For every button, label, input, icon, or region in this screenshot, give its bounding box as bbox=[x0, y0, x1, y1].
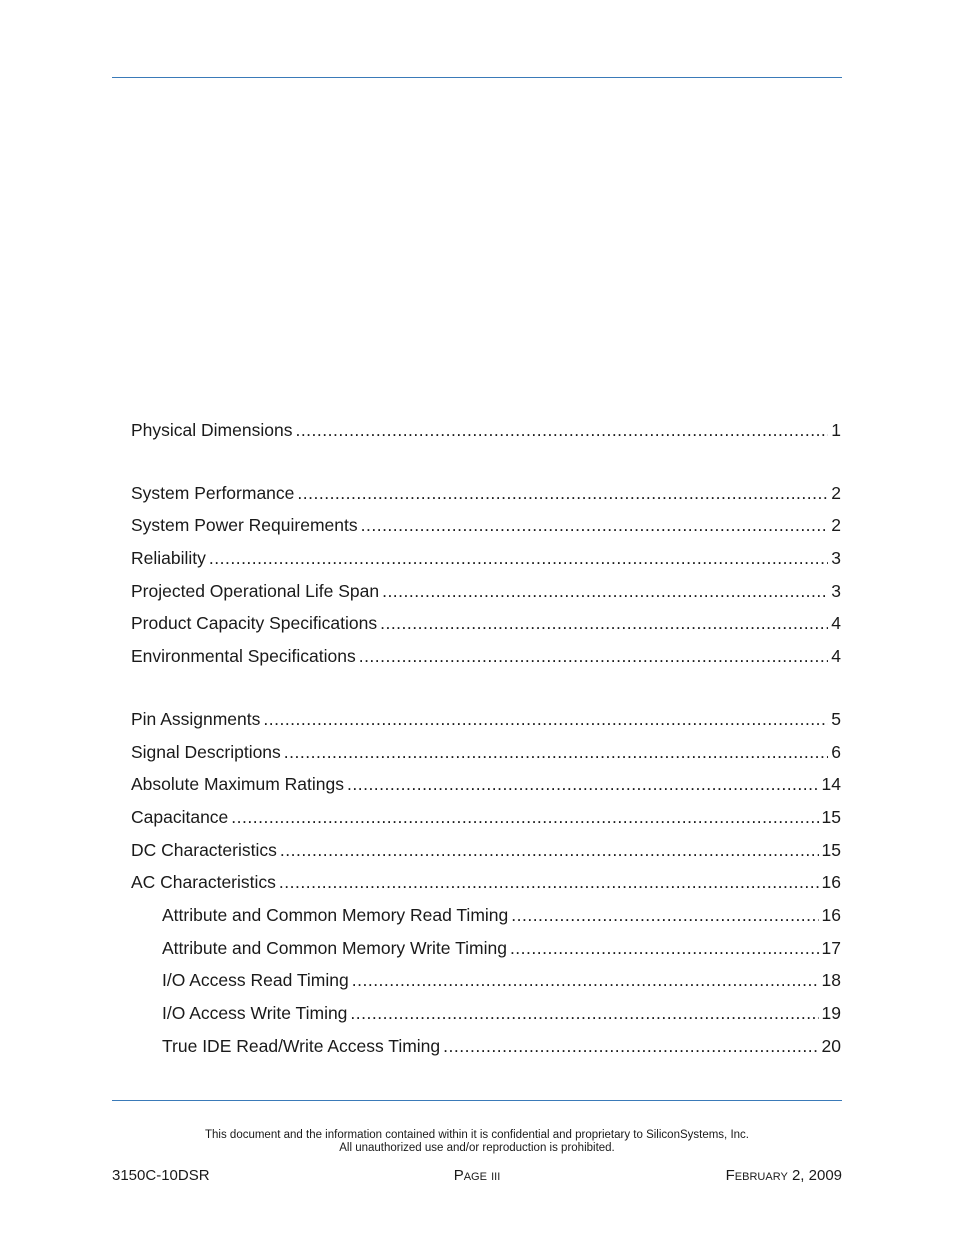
toc-dot-leader bbox=[380, 611, 828, 635]
toc-entry-title[interactable]: System Performance bbox=[131, 482, 295, 503]
toc-subentry[interactable] bbox=[131, 1034, 841, 1067]
toc-entry-title[interactable]: DC Characteristics bbox=[131, 839, 277, 860]
toc-entry-page[interactable]: 15 bbox=[821, 839, 841, 860]
toc-entry-title[interactable]: Attribute and Common Memory Write Timing bbox=[162, 937, 507, 958]
toc-entry-page[interactable]: 14 bbox=[821, 774, 841, 795]
toc-dot-leader bbox=[350, 1001, 818, 1025]
toc-dot-leader bbox=[361, 513, 829, 537]
page-number: Page iii bbox=[453, 1167, 501, 1184]
toc-entry[interactable] bbox=[131, 513, 841, 546]
toc-dot-leader bbox=[280, 838, 819, 862]
toc-entry-title[interactable]: Absolute Maximum Ratings bbox=[131, 774, 344, 795]
toc-subentry[interactable] bbox=[131, 936, 841, 969]
toc-entry-title[interactable]: I/O Access Read Timing bbox=[162, 970, 349, 991]
footer-rule bbox=[112, 1100, 842, 1101]
toc-entry[interactable] bbox=[131, 805, 841, 838]
toc-dot-leader bbox=[352, 968, 819, 992]
toc-dot-leader bbox=[209, 546, 828, 570]
toc-entry-title[interactable]: Capacitance bbox=[131, 806, 229, 827]
toc-entry-title[interactable]: AC Characteristics bbox=[131, 872, 276, 893]
toc-dot-leader bbox=[382, 579, 828, 603]
toc-entry-title[interactable]: Environmental Specifications bbox=[131, 646, 356, 667]
toc-entry-page[interactable]: 2 bbox=[831, 515, 841, 536]
document-number: 3150C-10DSR bbox=[112, 1167, 210, 1184]
table-of-contents bbox=[131, 418, 841, 1066]
toc-entry-title[interactable]: Product Capacity Specifications bbox=[131, 613, 378, 634]
confidentiality-line-2: All unauthorized use and/or reproduction is prohibited. bbox=[339, 1142, 615, 1154]
toc-entry[interactable] bbox=[131, 644, 841, 677]
toc-entry-title[interactable]: System Power Requirements bbox=[131, 515, 358, 536]
confidentiality-line-1: This document and the information contained within it is confidential and proprietary to SiliconSystems, Inc. bbox=[205, 1129, 749, 1141]
toc-entry-title[interactable]: Signal Descriptions bbox=[131, 741, 281, 762]
toc-entry-title[interactable]: I/O Access Write Timing bbox=[162, 1003, 348, 1023]
toc-subentry[interactable] bbox=[131, 968, 841, 1001]
toc-entry-page[interactable]: 1 bbox=[831, 420, 841, 440]
document-date: February 2, 2009 bbox=[725, 1167, 842, 1184]
toc-entry-page[interactable]: 4 bbox=[831, 613, 841, 634]
toc-section bbox=[131, 481, 841, 677]
toc-entry[interactable] bbox=[131, 772, 841, 805]
toc-entry[interactable] bbox=[131, 418, 841, 451]
toc-dot-leader bbox=[443, 1034, 818, 1058]
page-footer bbox=[112, 1167, 842, 1187]
toc-dot-leader bbox=[279, 870, 819, 894]
toc-entry-page[interactable]: 4 bbox=[831, 646, 841, 667]
toc-dot-leader bbox=[263, 707, 828, 731]
toc-dot-leader bbox=[511, 903, 818, 927]
toc-entry-page[interactable]: 3 bbox=[831, 580, 841, 601]
toc-entry-page[interactable]: 15 bbox=[821, 806, 841, 827]
toc-dot-leader bbox=[347, 772, 819, 796]
toc-dot-leader bbox=[231, 805, 818, 829]
toc-entry[interactable] bbox=[131, 546, 841, 579]
toc-entry-page[interactable]: 19 bbox=[821, 1003, 841, 1023]
toc-entry-page[interactable]: 6 bbox=[831, 741, 841, 762]
toc-dot-leader bbox=[359, 644, 829, 668]
confidentiality-notice bbox=[0, 1129, 954, 1155]
toc-subentry[interactable] bbox=[131, 1001, 841, 1034]
toc-entry[interactable] bbox=[131, 838, 841, 871]
toc-dot-leader bbox=[284, 740, 828, 764]
toc-dot-leader bbox=[297, 481, 828, 505]
toc-entry-title[interactable]: Pin Assignments bbox=[131, 708, 261, 729]
toc-entry-page[interactable]: 5 bbox=[831, 708, 841, 729]
toc-entry-title[interactable]: Projected Operational Life Span bbox=[131, 580, 380, 601]
toc-entry[interactable] bbox=[131, 579, 841, 612]
toc-dot-leader bbox=[295, 418, 828, 442]
header-rule bbox=[112, 77, 842, 78]
toc-entry-page[interactable]: 3 bbox=[831, 548, 841, 569]
toc-entry-title[interactable]: True IDE Read/Write Access Timing bbox=[162, 1035, 441, 1056]
toc-entry[interactable] bbox=[131, 707, 841, 740]
toc-dot-leader bbox=[510, 936, 819, 960]
toc-entry-page[interactable]: 18 bbox=[821, 970, 841, 991]
toc-entry[interactable] bbox=[131, 611, 841, 644]
toc-entry-title[interactable]: Attribute and Common Memory Read Timing bbox=[162, 904, 509, 925]
toc-entry-title[interactable]: Reliability bbox=[131, 548, 206, 569]
toc-section bbox=[131, 707, 841, 1067]
toc-entry[interactable] bbox=[131, 481, 841, 514]
toc-entry[interactable] bbox=[131, 870, 841, 903]
toc-entry-page[interactable]: 20 bbox=[821, 1035, 841, 1056]
toc-entry-page[interactable]: 17 bbox=[821, 937, 841, 958]
toc-entry[interactable] bbox=[131, 740, 841, 773]
toc-entry-page[interactable]: 16 bbox=[821, 872, 841, 893]
toc-entry-page[interactable]: 2 bbox=[831, 482, 841, 503]
toc-entry-page[interactable]: 16 bbox=[821, 904, 841, 925]
toc-entry-title[interactable]: Physical Dimensions bbox=[131, 420, 293, 440]
toc-section bbox=[131, 418, 841, 451]
toc-subentry[interactable] bbox=[131, 903, 841, 936]
